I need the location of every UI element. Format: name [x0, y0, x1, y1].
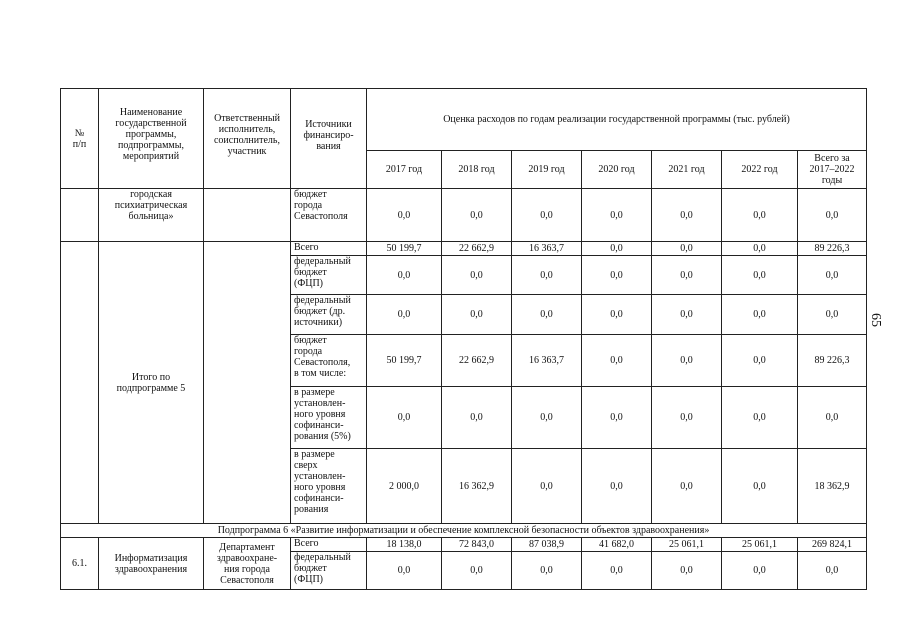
row-source: Всего	[291, 242, 367, 256]
row-source: федеральный бюджет (ФЦП)	[291, 256, 367, 295]
value-cell: 0,0	[652, 256, 722, 295]
value-cell: 0,0	[367, 256, 442, 295]
empty-cell	[204, 189, 291, 242]
value-cell: 0,0	[722, 256, 798, 295]
subprogram-6-row	[61, 524, 867, 538]
value-cell: 87 038,9	[512, 538, 582, 552]
value-cell: 0,0	[582, 256, 652, 295]
budget-table	[60, 88, 867, 590]
year-2018: 2018 год	[442, 151, 512, 189]
value-cell: 0,0	[367, 552, 442, 590]
value-cell: 16 363,7	[512, 335, 582, 387]
value-cell: 0,0	[652, 242, 722, 256]
value-cell: 0,0	[798, 189, 867, 242]
value-cell: 72 843,0	[442, 538, 512, 552]
year-2019: 2019 год	[512, 151, 582, 189]
item-name: Информатизация здравоохранения	[99, 538, 204, 590]
value-cell: 0,0	[798, 552, 867, 590]
value-cell: 25 061,1	[722, 538, 798, 552]
value-cell: 0,0	[512, 449, 582, 524]
value-cell: 41 682,0	[582, 538, 652, 552]
page-number: 65	[868, 313, 883, 327]
value-cell: 0,0	[582, 189, 652, 242]
row-source: бюджет города Севастополя	[291, 189, 367, 242]
row-source: Всего	[291, 538, 367, 552]
value-cell: 22 662,9	[442, 242, 512, 256]
value-cell: 0,0	[367, 387, 442, 449]
value-cell: 0,0	[442, 552, 512, 590]
value-cell: 0,0	[442, 256, 512, 295]
table-row	[61, 538, 867, 552]
empty-cell	[61, 189, 99, 242]
year-2017: 2017 год	[367, 151, 442, 189]
value-cell: 0,0	[582, 335, 652, 387]
year-2022: 2022 год	[722, 151, 798, 189]
year-total: Всего за 2017–2022 годы	[798, 151, 867, 189]
value-cell: 16 363,7	[512, 242, 582, 256]
value-cell: 0,0	[367, 189, 442, 242]
value-cell: 269 824,1	[798, 538, 867, 552]
value-cell: 0,0	[582, 552, 652, 590]
item-number: 6.1.	[61, 538, 99, 590]
value-cell: 50 199,7	[367, 335, 442, 387]
row-source: бюджет города Севастополя, в том числе:	[291, 335, 367, 387]
value-cell: 25 061,1	[652, 538, 722, 552]
value-cell: 0,0	[722, 242, 798, 256]
value-cell: 0,0	[798, 295, 867, 335]
value-cell: 0,0	[652, 552, 722, 590]
total5-name: Итого по подпрограмме 5	[99, 242, 204, 524]
value-cell: 0,0	[512, 552, 582, 590]
value-cell: 0,0	[722, 295, 798, 335]
row-source: федеральный бюджет (др. источники)	[291, 295, 367, 335]
header-estimate: Оценка расходов по годам реализации государственной программы (тыс. рублей)	[367, 89, 867, 151]
value-cell: 0,0	[512, 295, 582, 335]
header-row-1	[61, 89, 867, 151]
value-cell: 0,0	[442, 189, 512, 242]
table-row	[61, 189, 867, 242]
year-2021: 2021 год	[652, 151, 722, 189]
value-cell: 0,0	[652, 335, 722, 387]
year-2020: 2020 год	[582, 151, 652, 189]
value-cell: 89 226,3	[798, 242, 867, 256]
value-cell: 16 362,9	[442, 449, 512, 524]
value-cell: 0,0	[652, 295, 722, 335]
value-cell: 0,0	[582, 295, 652, 335]
value-cell: 0,0	[652, 449, 722, 524]
value-cell: 0,0	[512, 256, 582, 295]
value-cell: 0,0	[582, 387, 652, 449]
value-cell: 18 138,0	[367, 538, 442, 552]
value-cell: 50 199,7	[367, 242, 442, 256]
table-row	[61, 242, 867, 256]
row-source: федеральный бюджет (ФЦП)	[291, 552, 367, 590]
value-cell: 0,0	[582, 449, 652, 524]
header-responsible: Ответственный исполнитель, соисполнитель, участник	[204, 89, 291, 189]
empty-cell	[204, 242, 291, 524]
value-cell: 0,0	[652, 387, 722, 449]
value-cell: 0,0	[798, 387, 867, 449]
value-cell: 0,0	[652, 189, 722, 242]
row-name: городская психиатрическая больница»	[99, 189, 204, 242]
value-cell: 0,0	[722, 335, 798, 387]
value-cell: 18 362,9	[798, 449, 867, 524]
value-cell: 0,0	[512, 387, 582, 449]
value-cell: 0,0	[512, 189, 582, 242]
value-cell: 89 226,3	[798, 335, 867, 387]
value-cell: 0,0	[442, 295, 512, 335]
empty-cell	[61, 242, 99, 524]
row-source: в размере установлен- ного уровня софинанси- рования (5%)	[291, 387, 367, 449]
value-cell: 0,0	[442, 387, 512, 449]
value-cell: 22 662,9	[442, 335, 512, 387]
subprogram-6-title: Подпрограмма 6 «Развитие информатизации и обеспечение комплексной безопасности объектов здравоохранения»	[61, 524, 867, 538]
row-source: в размере сверх установлен- ного уровня софинанси- рования	[291, 449, 367, 524]
value-cell: 0,0	[582, 242, 652, 256]
header-num: № п/п	[61, 89, 99, 189]
value-cell: 0,0	[722, 449, 798, 524]
item-responsible: Департамент здравоохране- ния города Севастополя	[204, 538, 291, 590]
header-name: Наименование государственной программы, подпрограммы, мероприятий	[99, 89, 204, 189]
header-source: Источники финансиро-вания	[291, 89, 367, 189]
value-cell: 0,0	[367, 295, 442, 335]
value-cell: 0,0	[722, 552, 798, 590]
value-cell: 0,0	[722, 189, 798, 242]
value-cell: 0,0	[798, 256, 867, 295]
value-cell: 0,0	[722, 387, 798, 449]
value-cell: 2 000,0	[367, 449, 442, 524]
